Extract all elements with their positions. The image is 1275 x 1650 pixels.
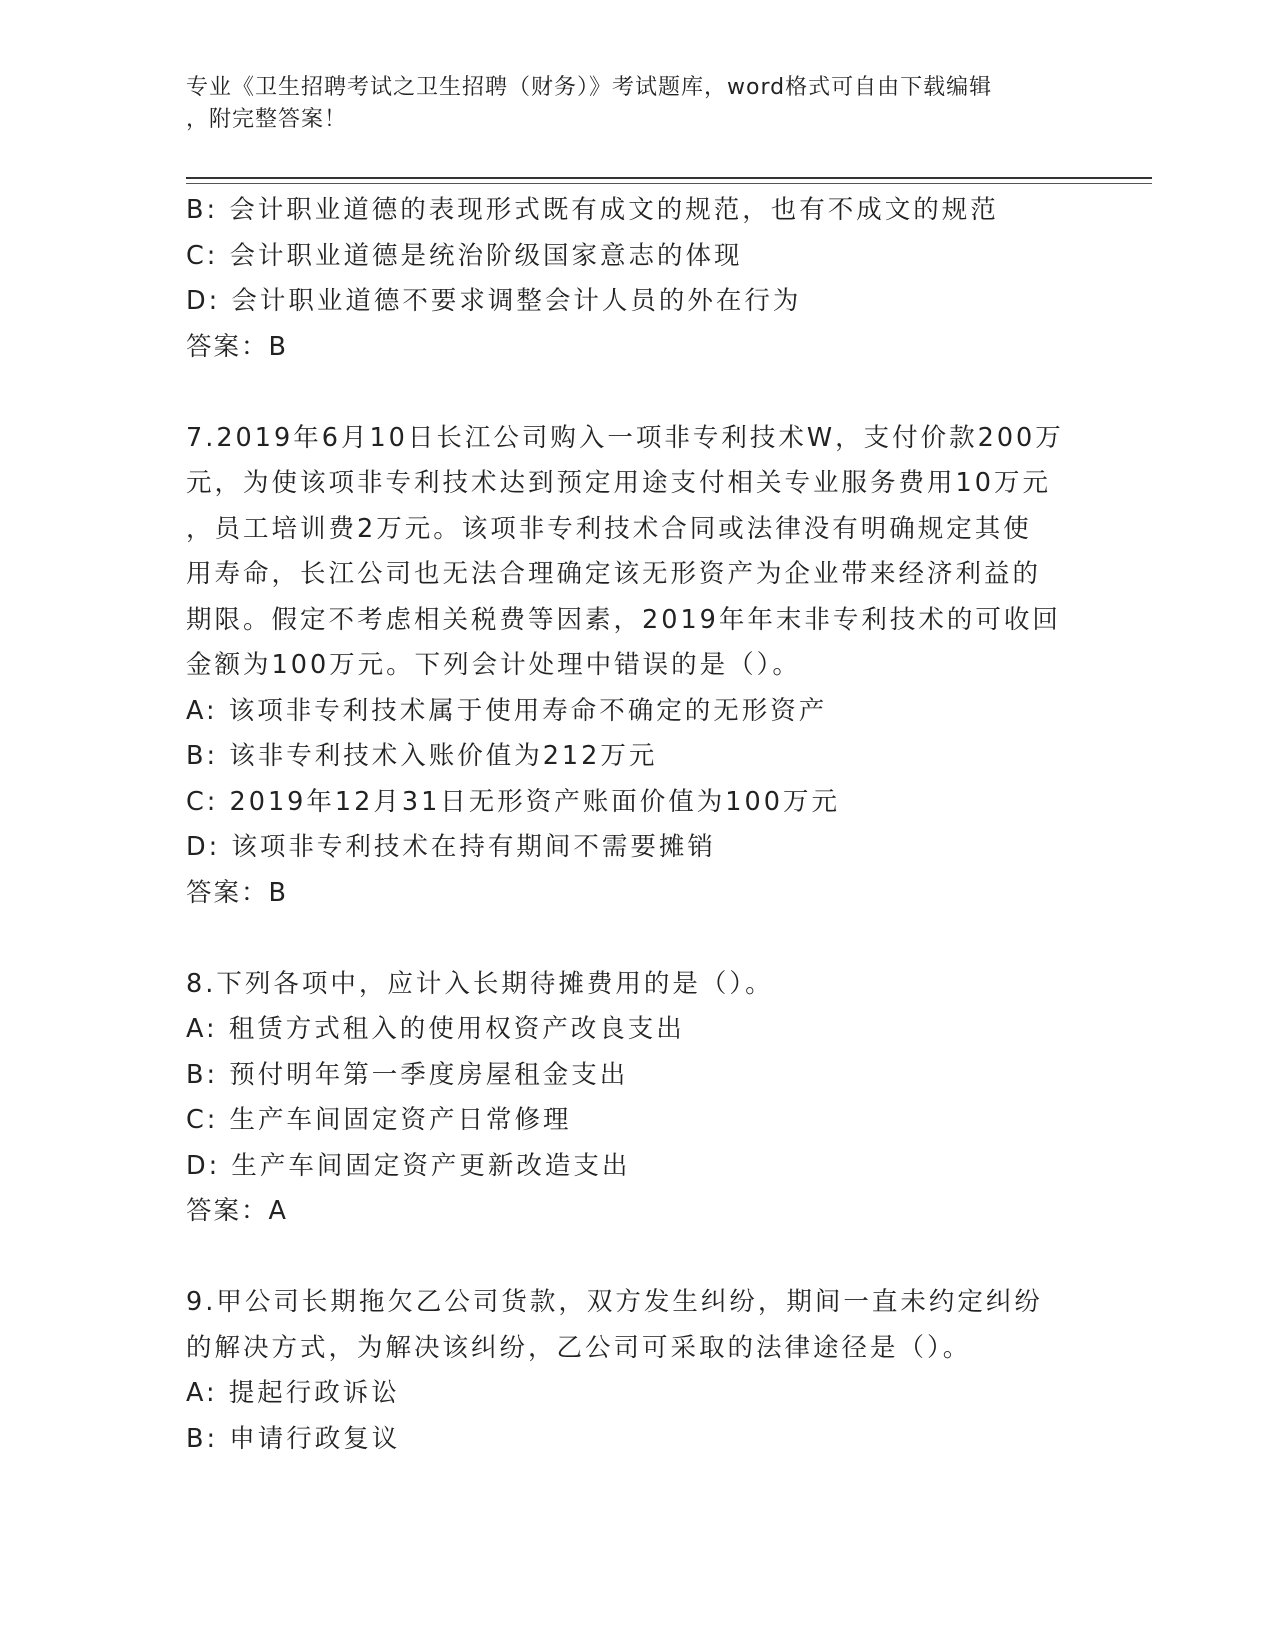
question-stem-line: ，员工培训费2万元。该项非专利技术合同或法律没有明确规定其使: [186, 513, 1032, 544]
question-6-tail: [186, 188, 1086, 370]
option-a: A: 租赁方式租入的使用权资产改良支出: [186, 1014, 685, 1044]
option-c: C: 生产车间固定资产日常修理: [186, 1105, 572, 1135]
question-stem-line: 期限。假定不考虑相关税费等因素，2019年年末非专利技术的可收回: [186, 604, 1061, 635]
option-a: A: 该项非专利技术属于使用寿命不确定的无形资产: [186, 695, 828, 726]
option-d: D: 会计职业道德不要求调整会计人员的外在行为: [186, 286, 802, 316]
question-8: [186, 962, 1086, 1235]
header-title-line-2: ，附完整答案！: [186, 107, 348, 132]
header-title-line-1: 专业《卫生招聘考试之卫生招聘（财务）》考试题库，word格式可自由下载编辑: [186, 75, 993, 100]
question-stem-line: 的解决方式，为解决该纠纷，乙公司可采取的法律途径是（）。: [186, 1332, 972, 1363]
spacer: [186, 916, 1086, 962]
answer-line: 答案：B: [186, 331, 288, 362]
option-a: A: 提起行政诉讼: [186, 1378, 400, 1408]
document-header: [186, 72, 1086, 136]
question-7: [186, 416, 1086, 917]
option-d: D: 生产车间固定资产更新改造支出: [186, 1150, 631, 1181]
header-divider-thick: [186, 177, 1152, 179]
option-d: D: 该项非专利技术在持有期间不需要摊销: [186, 832, 716, 862]
answer-line: 答案：B: [186, 877, 288, 908]
option-b: B: 预付明年第一季度房屋租金支出: [186, 1059, 629, 1090]
option-b: B: 会计职业道德的表现形式既有成文的规范，也有不成文的规范: [186, 195, 999, 225]
question-list: [186, 188, 1086, 1462]
question-stem-line: 9.甲公司长期拖欠乙公司货款，双方发生纠纷，期间一直未约定纠纷: [186, 1287, 1043, 1317]
answer-line: 答案：A: [186, 1196, 288, 1226]
question-stem-line: 7.2019年6月10日长江公司购入一项非专利技术W，支付价款200万: [186, 422, 1064, 453]
question-stem-line: 8.下列各项中，应计入长期待摊费用的是（）。: [186, 968, 774, 999]
spacer: [186, 370, 1086, 416]
option-c: C: 2019年12月31日无形资产账面价值为100万元: [186, 786, 840, 817]
question-stem-line: 元，为使该项非专利技术达到预定用途支付相关专业服务费用10万元: [186, 468, 1051, 498]
option-b: B: 该非专利技术入账价值为212万元: [186, 741, 658, 771]
option-b: B: 申请行政复议: [186, 1423, 401, 1454]
header-divider-thin: [186, 183, 1152, 184]
question-stem-line: 金额为100万元。下列会计处理中错误的是（）。: [186, 650, 801, 680]
spacer: [186, 1235, 1086, 1281]
question-stem-line: 用寿命，长江公司也无法合理确定该无形资产为企业带来经济利益的: [186, 559, 1042, 589]
option-c: C: 会计职业道德是统治阶级国家意志的体现: [186, 240, 743, 271]
question-9: [186, 1280, 1086, 1462]
